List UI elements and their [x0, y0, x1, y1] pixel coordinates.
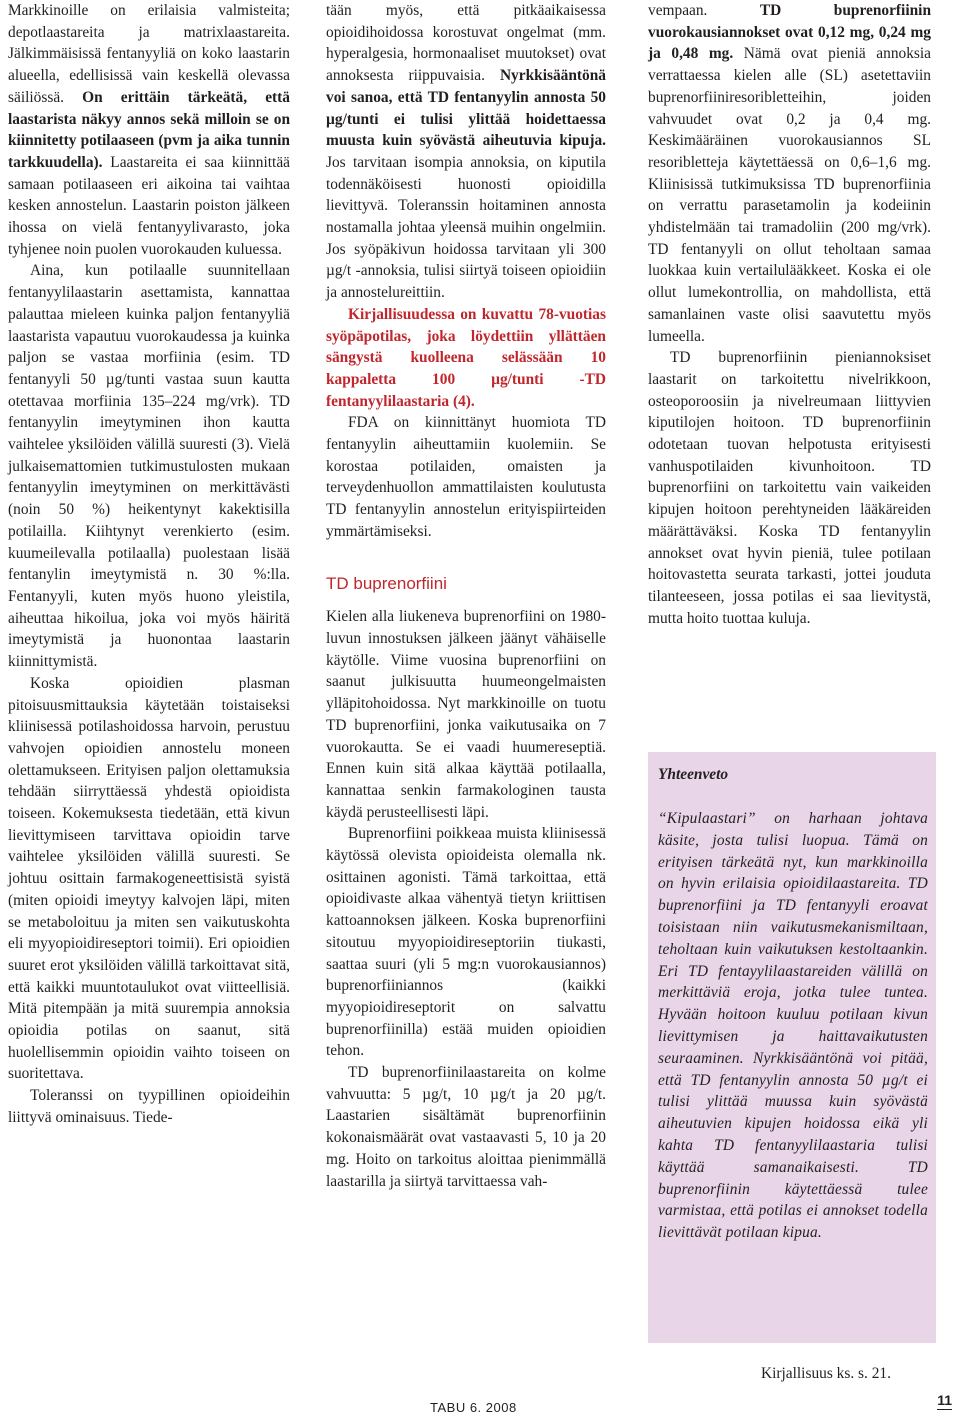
column-2: [326, 0, 606, 1192]
paragraph-6: TD buprenorfiinilaastareita on kolme vahvuutta: 5 µg/t, 10 µg/t ja 20 µg/t. Laastarien sisältämät buprenorfiinin kokonaismäärät ovat vastaavasti 5, 10 ja 20 mg. Hoito on tarkoitus aloittaa pienimmällä laastarilla ja siirtyä tarvittaessa vah-: [326, 1064, 606, 1190]
highlighted-paragraph: Kirjallisuudessa on kuvattu 78-vuotias syöpäpotilas, joka löydettiin yllättäen sängystä kuolleena selässään 10 kappaletta 100 µg/tunti -TD fentanyylilaastaria (4).: [326, 305, 606, 410]
text-run: tään myös, että pitkäaikaisessa opioidihoidossa korostuvat ongelmat (mm. hyperalgesia, hormonaaliset muutokset) ovat annoksesta riippuvaisia.: [326, 2, 606, 85]
paragraph-3: FDA on kiinnittänyt huomiota TD fentanyylin aiheuttamiin kuolemiin. Se korostaa potilaiden, omaisten ja terveydenhuollon ammattilaisten koulutusta TD fentanyylin annostelun erityispiirteiden ymmärtämiseksi.: [326, 414, 606, 540]
paragraph-2: Aina, kun potilaalle suunnitellaan fentanyylilaastarin asettamista, kannattaa palauttaa mieleen kuinka paljon fentanyyliä laastarista vapautuu vuorokaudessa ja kuinka paljon se vastaa morfiinia (esim. TD fentanyyli 50 µg/tunti vastaa suun kautta otettavaa morfiinia 135–224 mg/vrk). TD fentanyylin imeytyminen ihon kautta vaihtelee yksilöiden välillä suuresti (3). Vielä julkaisemattomien tutkimustulosten mukaan fentanyylin imeytyminen on merkittävästi (noin 50 %) heikentynyt kakektisilla potilailla. Kiihtynyt verenkierto (esim. kuumeilevalla potilaalla) puolestaan lisää fentanylin imeytymistä n. 30 %:lla. Fentanyyli, kuten myös huono yleistila, aiheuttaa hikoilua, joka voi myös häiritä imeytymistä ja huonontaa laastarin kiinnittymistä.: [8, 262, 290, 671]
paragraph-4: Toleranssi on tyypillinen opioideihin liittyvä ominaisuus. Tiede-: [8, 1087, 290, 1126]
summary-title: Yhteenveto: [658, 766, 729, 783]
section-heading: TD buprenorfiini: [326, 573, 447, 593]
paragraph-1: [326, 0, 606, 304]
text-run: vempaan.: [648, 2, 760, 19]
footer-journal: TABU 6. 2008: [430, 1400, 517, 1415]
summary-box: [648, 752, 936, 1343]
text-run: Laastareita ei saa kiinnittää samaan potilaaseen eri aikoina tai vaihtaa kesken annostelun. Laastarin poiston jälkeen ihossa on vielä fentanyylivarasto, joka tyhjenee noin puolen vuorokauden kuluessa.: [8, 153, 290, 258]
bold-text: TD buprenorfiinin vuorokausiannokset ovat 0,12 mg, 0,24 mg ja 0,48 mg.: [648, 2, 932, 63]
column-1: [8, 0, 290, 1129]
text-run: Markkinoille on erilaisia valmisteita; depotlaastareita ja matrixlaastareita. Jälkimmäisissä fentanyyliä on koko laastarin alueella, edellisissä vain keskellä olevassa säiliössä.: [8, 2, 290, 106]
references-note: Kirjallisuus ks. s. 21.: [761, 1365, 891, 1382]
paragraph-2: TD buprenorfiinin pieniannoksiset laastarit on tarkoitettu nivelrikkoon, osteoporoosiin ja nivelreumaan liittyvien kiputilojen hoitoon. TD buprenorfiinin odotetaan tuovan helpotusta erityisesti vanhuspotilaiden kivunhoitoon. TD buprenorfiini on tarkoitettu vain vaikeiden kipujen hoitoon perehtyneiden lääkäreiden määrättäväksi. Koska TD fentanyylin annokset ovat hyvin pieniä, tulee potilaan hoitovastetta seurata tarkasti, jottei jouduta tilanteeseen, jossa potilas ei saa lievitystä, mutta hoito tuottaa kuluja.: [648, 349, 931, 627]
paragraph-5: Buprenorfiini poikkeaa muista kliinisessä käytössä olevista opioideista olemalla nk. osittainen agonisti. Tämä tarkoittaa, että opioidivaste alkaa vähentyä tietyn kriittisen kattoannoksen jälkeen. Koska buprenorfiini sitoutuu myyopioidireseptoriin tiukasti, saattaa suuri (yli 5 mg:n vuorokausiannos) buprenorfiiniannos (kaikki myyopioidireseptorit on salvattu buprenorfiinilla) estää muiden opioidien tehon.: [326, 825, 606, 1060]
summary-text: “Kipulaastari” on harhaan johtava käsite, josta tulisi luopua. Tämä on erityisen tärkeätä nyt, kun markkinoilla on hyvin erilaisia opioidilaastareita. TD buprenorfiini ja TD fentanyyli eroavat toisistaan niin vaikutusmekanismiltaan, teholtaan kuin vaikutuksen kestoltaankin. Eri TD fentayylilaastareiden välillä on merkittäviä eroja, jotka tulee tuntea. Hyvään hoitoon kuuluu potilaan kivun lievittymisen ja haittavaikutusten seuraaminen. Nyrkkisääntönä voi pitää, että TD fentanyylin annosta 50 µg/t ei tulisi ylittää muussa kuin syövästä aiheutuvien kipujen hoidossa eikä yli kahta TD fentanyylilaastaria tulisi käyttää samanaikaisesti. TD buprenorfiinin käytettäessä tulee varmistaa, että potilas ei annokset todella lievittävät potilaan kipua.: [658, 810, 928, 1242]
paragraph-4: Kielen alla liukeneva buprenorfiini on 1980-luvun innostuksen jälkeen jäänyt vähäiselle käytölle. Viime vuosina buprenorfiini on saanut julkisuutta huumeongelmaisten ylläpitohoidossa. Nyt markkinoille on tuotu TD buprenorfiini, jonka vaikutusaika on 7 vuorokautta. Se ei vaadi huumereseptiä. Ennen kuin sitä alkaa käyttää potilaalla, kannattaa senkin farmakologinen tausta käydä perusteellisesti läpi.: [326, 608, 606, 821]
text-run: Nämä ovat pieniä annoksia verrattaessa kielen alle (SL) asetettaviin buprenorfiiniresoribletteihin, joiden vahvuudet ovat 0,2 ja 0,4 mg. Keskimääräinen vuorokausiannos SL resoribletteja käytettäessä on 0,6–1,6 mg. Kliinisissä tutkimuksissa TD buprenorfiinia on verrattu parasetamolin ja kodeiinin yhdistelmään tai tramadoliin (200 mg/vrk). TD fentanyyli on ollut teholtaan samaa luokkaa kuin vertailulääkkeet. Koska ei ole ollut lumekontrollia, on mahdollista, että samanlainen vaste olisi saavutettu myös lumeella.: [648, 45, 931, 345]
paragraph-1: [8, 0, 290, 260]
paragraph-1: [648, 0, 931, 347]
paragraph-3: Koska opioidien plasman pitoisuusmittauksia käytetään toistaiseksi kliinisessä potilashoidossa harvoin, perustuu vahvojen opioidien annostelu moneen olettamukseen. Erityisen paljon olettamuksia tehdään siirryttäessä yhdestä opioidista toiseen. Kokemuksesta tiedetään, että kivun lievittymiseen tarvittava opioidin tarve vaihtelee yksilöiden välillä suuresti. Se johtuu osittain farmakogeneettisistä syistä (miten opioidi imeytyy kalvojen läpi, miten se metaboloituu ja miten sen vaikutuskohta eli myyopioidireseptori toimii). Eri opioidien suuret erot yksilöiden välillä tarkoittavat sitä, että kaikki muuntotaulukot ovat viitteellisiä. Mitä pitempään ja mitä suurempia annoksia opioidia potilas on saanut, sitä huolellisemmin opioidin vaihto toiseen on suoritettava.: [8, 674, 290, 1083]
text-run: Jos tarvitaan isompia annoksia, on kiputila todennäköisesti huonosti opioidilla lievittyvä. Toleranssin hoitaminen annosta nostamalla johtaa yleensä muihin ongelmiin. Jos syöpäkivun hoidossa tarvitaan yli 300 µg/t -annoksia, tulisi siirtyä toiseen opioidiin ja annostelureittiin.: [326, 153, 606, 302]
column-3: [648, 0, 931, 629]
bold-text: Nyrkkisääntönä voi sanoa, että TD fentanyylin annosta 50 µg/tunti ei tulisi ylittää hoidettaessa muusta kuin syövästä aiheutuvia kipuja.: [326, 67, 606, 150]
bold-text: On erittäin tärkeätä, että laastarista näkyy annos sekä milloin se on kiinnitetty potilaaseen (pvm ja aika tunnin tarkkuudella).: [8, 88, 290, 171]
page-number: 11: [937, 1392, 952, 1408]
